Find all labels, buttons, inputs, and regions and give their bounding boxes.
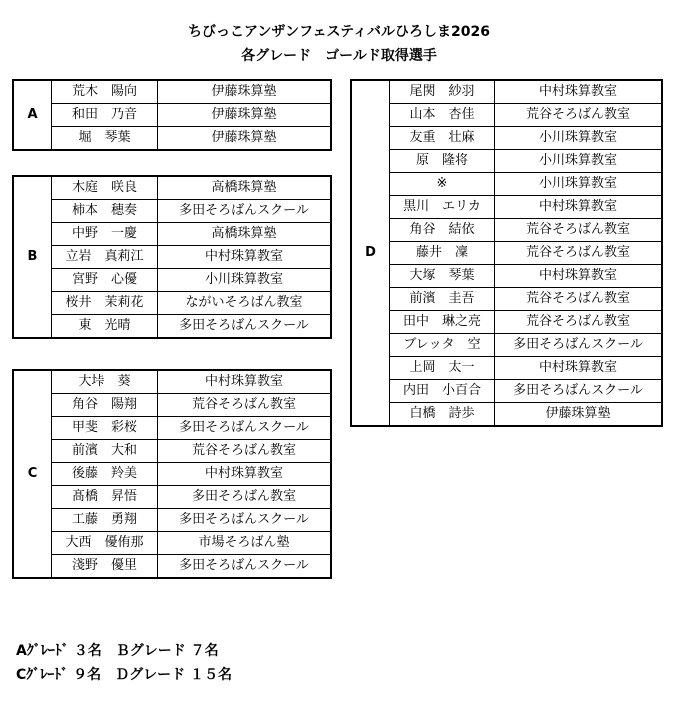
table-row [13,200,331,223]
table-row [351,127,662,150]
table-row [13,417,331,440]
school-name: 市場そろばん塾 [158,532,332,555]
table-row [13,440,331,463]
student-name: 淺野 優里 [52,555,158,579]
student-name: ※ [390,173,495,196]
table-row [351,150,662,173]
school-name: ながいそろばん教室 [158,292,332,315]
school-name: 荒谷そろばん教室 [158,394,332,417]
table-row [351,219,662,242]
school-name: 伊藤珠算塾 [158,104,332,127]
school-name: 多田そろばんスクール [158,200,332,223]
table-row [351,104,662,127]
table-row [13,463,331,486]
school-name: 小川珠算教室 [495,150,663,173]
grade-d-table [350,79,663,427]
school-name: 伊藤珠算塾 [158,80,332,104]
student-name: 桜井 茉莉花 [52,292,158,315]
table-row [13,509,331,532]
student-name: 大塚 琴葉 [390,265,495,288]
page-subtitle: 各グレード ゴールド取得選手 [241,48,437,64]
table-row [13,486,331,509]
school-name: 多田そろばんスクール [158,509,332,532]
student-name: 堀 琴葉 [52,127,158,151]
table-row [351,196,662,219]
grade-b-table [12,175,332,339]
table-row [351,288,662,311]
table-row [351,403,662,427]
student-name: 原 隆将 [390,150,495,173]
school-name: 中村珠算教室 [158,370,332,394]
school-name: 荒谷そろばん教室 [495,288,663,311]
student-name: 角谷 結依 [390,219,495,242]
student-name: 内田 小百合 [390,380,495,403]
table-row [13,555,331,579]
school-name: 荒谷そろばん教室 [495,242,663,265]
student-name: 山本 杏佳 [390,104,495,127]
table-row [351,380,662,403]
school-name: 小川珠算教室 [158,269,332,292]
grade-label: A [13,80,52,150]
school-name: 荒谷そろばん教室 [495,311,663,334]
student-name: 荒木 陽向 [52,80,158,104]
student-name: 黒川 エリカ [390,196,495,219]
grade-c-table [12,369,332,579]
table-row [351,334,662,357]
student-name: 白橋 詩歩 [390,403,495,427]
summary-line-2: Cｸﾞﾚｰﾄﾞ ９名 Ｄグレード １５名 [16,667,233,683]
student-name: 髙橋 昇悟 [52,486,158,509]
student-name: 後藤 羚美 [52,463,158,486]
student-name: 大西 優侑那 [52,532,158,555]
table-row [13,269,331,292]
school-name: 多田そろばんスクール [158,315,332,339]
table-row [13,176,331,200]
school-name: 伊藤珠算塾 [158,127,332,151]
student-name: 宮野 心優 [52,269,158,292]
school-name: 中村珠算教室 [495,357,663,380]
table-row [13,223,331,246]
school-name: 中村珠算教室 [495,80,663,104]
school-name: 中村珠算教室 [495,196,663,219]
student-name: 東 光晴 [52,315,158,339]
table-row [13,292,331,315]
student-name: 前濱 圭吾 [390,288,495,311]
table-row [13,315,331,339]
school-name: 荒谷そろばん教室 [158,440,332,463]
student-name: 和田 乃音 [52,104,158,127]
table-row [351,80,662,104]
table-row [13,370,331,394]
table-row [351,311,662,334]
school-name: 荒谷そろばん教室 [495,104,663,127]
table-row [351,265,662,288]
school-name: 高橋珠算塾 [158,223,332,246]
student-name: 中野 一慶 [52,223,158,246]
grade-label: B [13,176,52,338]
school-name: 多田そろばんスクール [158,417,332,440]
summary-line-1: Aｸﾞﾚｰﾄﾞ ３名 Ｂグレード ７名 [16,643,219,659]
student-name: 友重 壮麻 [390,127,495,150]
school-name: 伊藤珠算塾 [495,403,663,427]
grade-label: D [351,80,390,426]
school-name: 多田そろばんスクール [158,555,332,579]
student-name: 柿本 穂奏 [52,200,158,223]
student-name: 田中 琳之亮 [390,311,495,334]
student-name: 前濱 大和 [52,440,158,463]
table-row [13,394,331,417]
school-name: 多田そろばんスクール [495,380,663,403]
table-row [351,357,662,380]
school-name: 小川珠算教室 [495,173,663,196]
student-name: 立岩 真莉江 [52,246,158,269]
student-name: 角谷 陽翔 [52,394,158,417]
table-row [351,242,662,265]
table-row [13,127,331,151]
school-name: 荒谷そろばん教室 [495,219,663,242]
school-name: 高橋珠算塾 [158,176,332,200]
school-name: 多田そろばんスクール [495,334,663,357]
table-row [13,532,331,555]
table-row [13,246,331,269]
student-name: 大垰 葵 [52,370,158,394]
student-name: 上岡 太一 [390,357,495,380]
table-row [351,173,662,196]
school-name: 中村珠算教室 [158,246,332,269]
page-title: ちびっこアンザンフェスティバルひろしま2026 [187,24,491,40]
student-name: 藤井 凜 [390,242,495,265]
table-row [13,104,331,127]
school-name: 多田そろばん教室 [158,486,332,509]
grade-label: C [13,370,52,578]
school-name: 中村珠算教室 [495,265,663,288]
student-name: ブレッタ 空 [390,334,495,357]
school-name: 中村珠算教室 [158,463,332,486]
student-name: 甲斐 彩桜 [52,417,158,440]
grade-a-table [12,79,332,151]
school-name: 小川珠算教室 [495,127,663,150]
student-name: 工藤 勇翔 [52,509,158,532]
table-row [13,80,331,104]
student-name: 尾関 紗羽 [390,80,495,104]
student-name: 木庭 咲良 [52,176,158,200]
